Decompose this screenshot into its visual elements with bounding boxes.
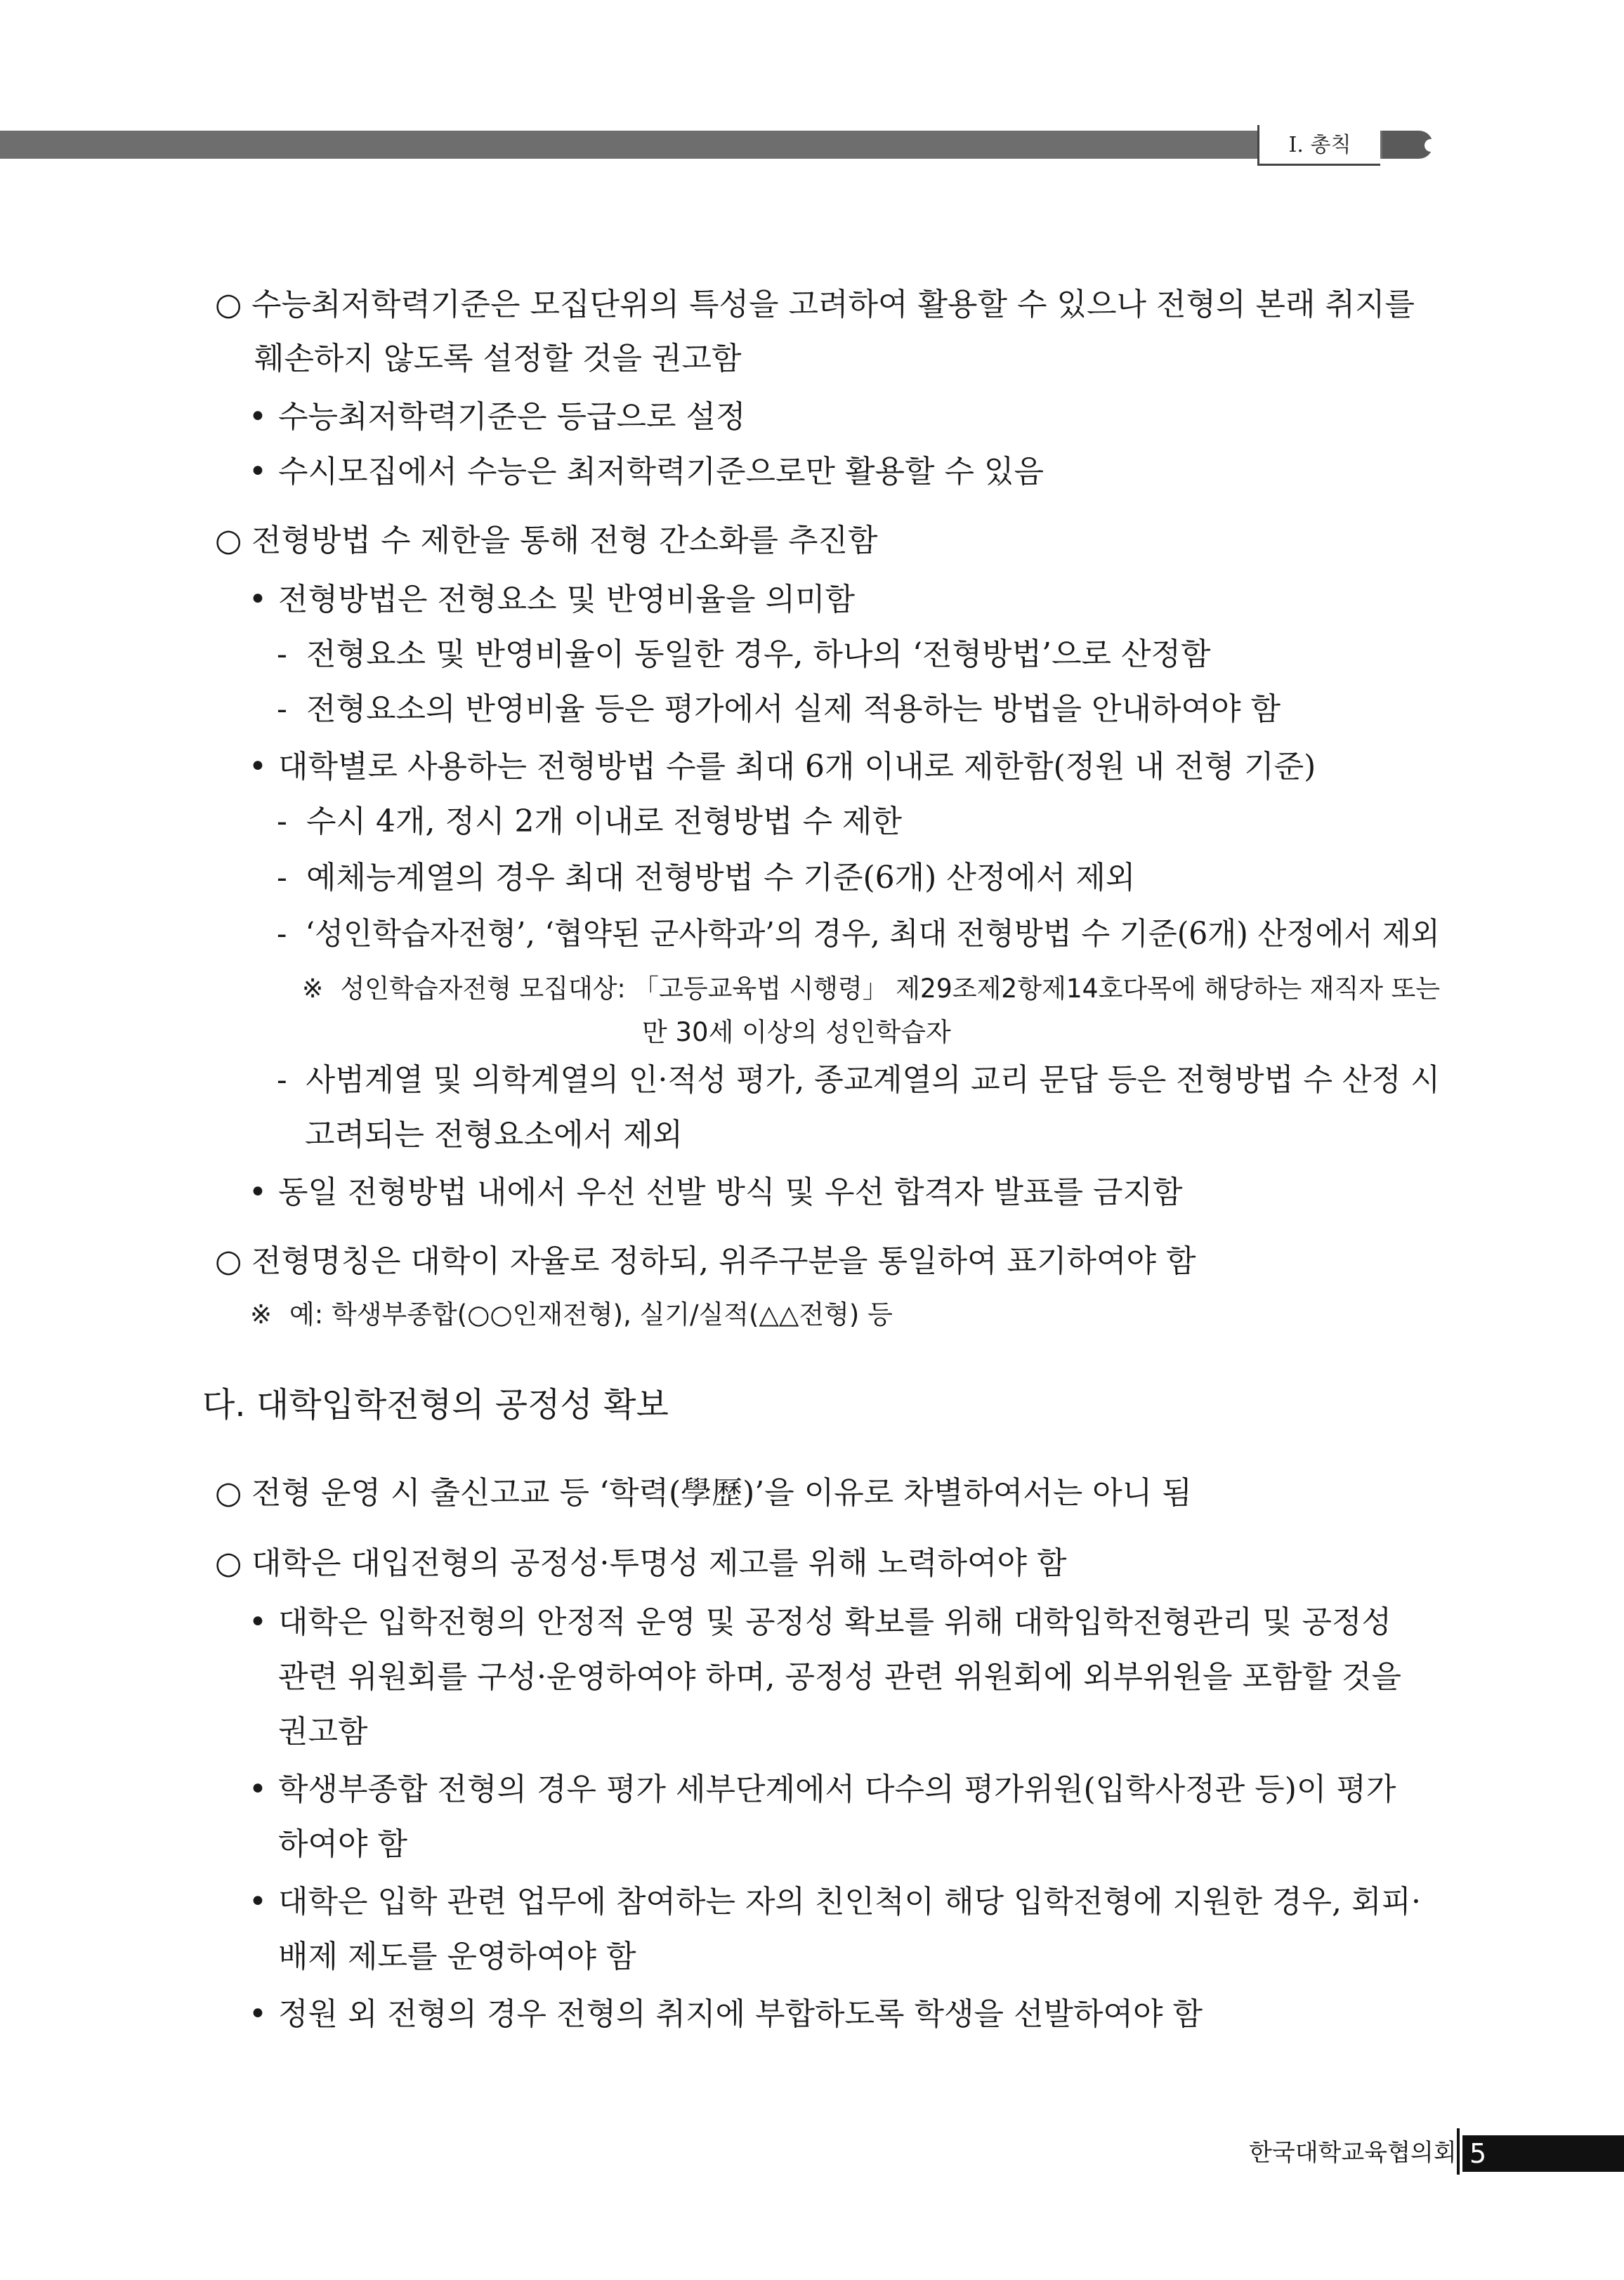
list-item: - 예체능계열의 경우 최대 전형방법 수 기준(6개) 산정에서 제외 [277,860,1136,896]
note-item: ※ 예: 학생부종합(○○인재전형), 실기/실적(△△전형) 등 [250,1299,893,1330]
list-item: • 동일 전형방법 내에서 우선 선발 방식 및 우선 합격자 발표를 금지함 [249,1174,1183,1210]
list-item: • 정원 외 전형의 경우 전형의 취지에 부합하도록 학생을 선발하여야 함 [249,1996,1203,2032]
list-item-continuation: 권고함 [278,1714,368,1750]
list-item: ○ 전형 운영 시 출신고교 등 ‘학력(學歷)’을 이유로 차별하여서는 아니 됨 [215,1475,1192,1511]
list-item-continuation: 고려되는 전형요소에서 제외 [305,1117,683,1153]
list-item: • 수시모집에서 수능은 최저학력기준으로만 활용할 수 있음 [249,454,1045,490]
list-item-continuation: 하여야 함 [278,1826,408,1862]
list-item: • 학생부종합 전형의 경우 평가 세부단계에서 다수의 평가위원(입학사정관 등)이 평가 [249,1771,1396,1807]
list-item-continuation: 관련 위원회를 구성·운영하여야 하며, 공정성 관련 위원회에 외부위원을 포함할 것을 [278,1659,1401,1695]
footer-organization: 한국대학교육협의회 [1249,2139,1457,2167]
note-continuation: 만 30세 이상의 성인학습자 [642,1017,951,1047]
list-item: ○ 대학은 대입전형의 공정성·투명성 제고를 위해 노력하여야 함 [215,1545,1067,1581]
footer-divider [1457,2128,1460,2175]
list-item-continuation: 배제 제도를 운영하여야 함 [278,1939,636,1974]
header-dot-icon [1425,139,1437,152]
chapter-label: Ⅰ. 총칙 [1257,125,1380,166]
list-item: - ‘성인학습자전형’, ‘협약된 군사학과’의 경우, 최대 전형방법 수 기준(6개) 산정에서 제외 [277,916,1440,952]
list-item: • 수능최저학력기준은 등급으로 설정 [249,399,746,435]
footer-page-tab [1462,2135,1624,2172]
list-item: • 대학별로 사용하는 전형방법 수를 최대 6개 이내로 제한함(정원 내 전형 기준) [249,749,1316,785]
section-heading: 다. 대학입학전형의 공정성 확보 [202,1385,669,1424]
list-item: ○ 수능최저학력기준은 모집단위의 특성을 고려하여 활용할 수 있으나 전형의 본래 취지를 [215,287,1415,322]
note-item: ※ 성인학습자전형 모집대상: 「고등교육법 시행령」 제29조제2항제14호다목에 해당하는 재직자 또는 [302,974,1440,1004]
list-item: - 사범계열 및 의학계열의 인·적성 평가, 종교계열의 교리 문답 등은 전형방법 수 산정 시 [277,1062,1441,1098]
list-item: ○ 전형명칭은 대학이 자율로 정하되, 위주구분을 통일하여 표기하여야 함 [215,1243,1196,1279]
list-item: - 전형요소 및 반영비율이 동일한 경우, 하나의 ‘전형방법’으로 산정함 [277,636,1211,672]
list-item: - 전형요소의 반영비율 등은 평가에서 실제 적용하는 방법을 안내하여야 함 [277,691,1281,727]
list-item: • 대학은 입학 관련 업무에 참여하는 자의 친인척이 해당 입학전형에 지원한 경우, 회피· [249,1884,1421,1920]
list-item-continuation: 훼손하지 않도록 설정할 것을 권고함 [254,341,742,376]
page-number: 5 [1469,2138,1487,2169]
list-item: ○ 전형방법 수 제한을 통해 전형 간소화를 추진함 [215,523,878,558]
list-item: • 전형방법은 전형요소 및 반영비율을 의미함 [249,582,856,617]
list-item: • 대학은 입학전형의 안정적 운영 및 공정성 확보를 위해 대학입학전형관리 및 공정성 [249,1604,1391,1640]
list-item: - 수시 4개, 정시 2개 이내로 전형방법 수 제한 [277,804,902,839]
header-bar [0,131,1403,159]
